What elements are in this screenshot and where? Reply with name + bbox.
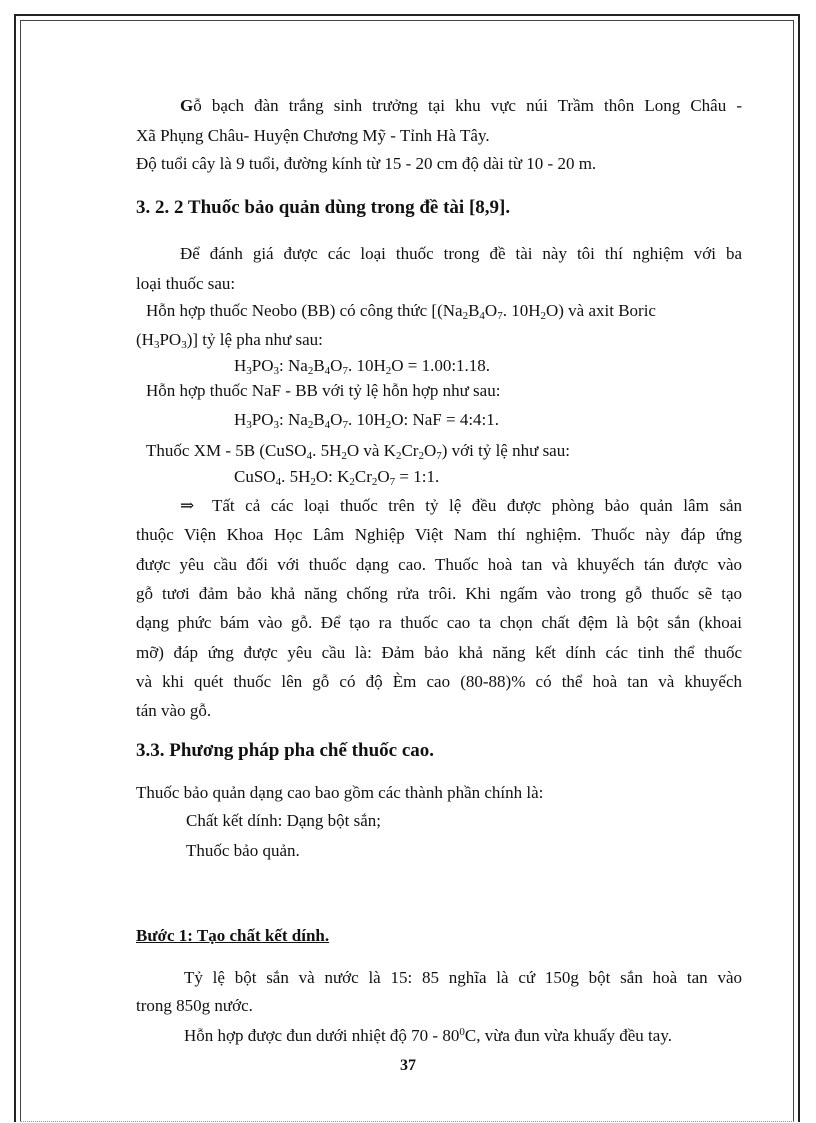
p4-item1: Chất kết dính: Dạng bột sắn; — [186, 811, 382, 830]
p3-line6: mỡ) đáp ứng được yêu cầu là: Đảm bảo khả năng kết dính các tinh thể thuốc — [136, 643, 742, 662]
p4-line1: Thuốc bảo quản dạng cao bao gồm các thành phần chính là: — [136, 783, 544, 802]
drop-letter: G — [180, 96, 194, 115]
mix3-ratio: CuSO$_4$. $5H_2O$: $K_2Cr_2O_7$ = 1:1. — [234, 467, 440, 488]
p4-item2: Thuốc bảo quản. — [186, 841, 300, 860]
p1-line3: Độ tuổi cây là 9 tuổi, đường kính từ 15 - 20 cm độ dài từ 10 - 20 m. — [136, 154, 597, 173]
heading-3-3: 3.3. Phương pháp pha chế thuốc cao. — [136, 740, 435, 761]
p3-line8: tán vào gỗ. — [136, 701, 212, 720]
p3-line7: và khi quét thuốc lên gỗ có độ Èm cao (80-88)% có thể hoà tan và khuyếch — [136, 672, 742, 691]
p5-line2: trong 850g nước. — [136, 996, 253, 1015]
p3-line5: dạng phức bám vào gỗ. Để tạo ra thuốc cao ta chọn chất đệm là bột sắn (khoai — [136, 613, 742, 632]
heading-3-2-2: 3. 2. 2 Thuốc bảo quản dùng trong đề tài [8,9]. — [136, 197, 511, 218]
mix1-line2: $(H_3PO_3)$] tỷ lệ pha như sau: — [136, 330, 323, 351]
p3-line2: thuộc Viện Khoa Học Lâm Nghiệp Việt Nam thí nghiệm. Thuốc này đáp ứng — [136, 525, 742, 544]
p1-line1: Gỗ bạch đàn trắng sinh trưởng tại khu vực núi Trầm thôn Long Châu - — [180, 96, 742, 115]
implies-arrow-icon: ⇒ — [180, 496, 195, 515]
p3-line3: được yêu cầu đối với thuốc dạng cao. Thuốc hoà tan và khuyếch tán được vào — [136, 555, 742, 574]
mix1-ratio: $H_3PO_3$: $Na_2B_4O_7$. $10H_2O$ = 1.00:1.18. — [234, 356, 491, 377]
mix2-title: Hỗn hợp thuốc NaF - BB với tỷ lệ hỗn hợp như sau: — [146, 381, 501, 400]
mix3-line1: Thuốc XM - 5B (CuSO$_4$. $5H_2O$ và $K_2Cr_2O_7$) với tỷ lệ như sau: — [146, 441, 570, 462]
p2-line2: loại thuốc sau: — [136, 274, 236, 293]
p5-line3: Hỗn hợp được đun dưới nhiệt độ $70 - 80^0C$, vừa đun vừa khuấy đều tay. — [184, 1026, 672, 1045]
page-number: 37 — [400, 1057, 416, 1074]
p1-line2: Xã Phụng Châu- Huyện Chương Mỹ - Tỉnh Hà Tây. — [136, 126, 490, 145]
mix2-ratio: $H_3PO_3$: $Na_2B_4O_7$. $10H_2O$: NaF = 4:4:1. — [234, 410, 500, 431]
p2-line1: Để đánh giá được các loại thuốc trong đề tài này tôi thí nghiệm với ba — [180, 244, 742, 263]
mix1-line1: Hỗn hợp thuốc Neobo (BB) có công thức [($Na_2B_4O_7$. $10H_2O$) và axit Boric — [146, 301, 656, 322]
step1-heading: Bước 1: Tạo chất kết dính. — [136, 926, 330, 945]
p3-line1: Tất cả các loại thuốc trên tỷ lệ đều được phòng bảo quản lâm sản — [212, 496, 742, 515]
p3-line4: gỗ tươi đảm bảo khả năng chống rửa trôi. Khi ngấm vào trong gỗ thuốc sẽ tạo — [136, 584, 742, 603]
p5-line1: Tỷ lệ bột sắn và nước là 15: 85 nghĩa là cứ 150g bột sắn hoà tan vào — [184, 968, 742, 987]
bottom-dotted-rule — [20, 1121, 794, 1122]
